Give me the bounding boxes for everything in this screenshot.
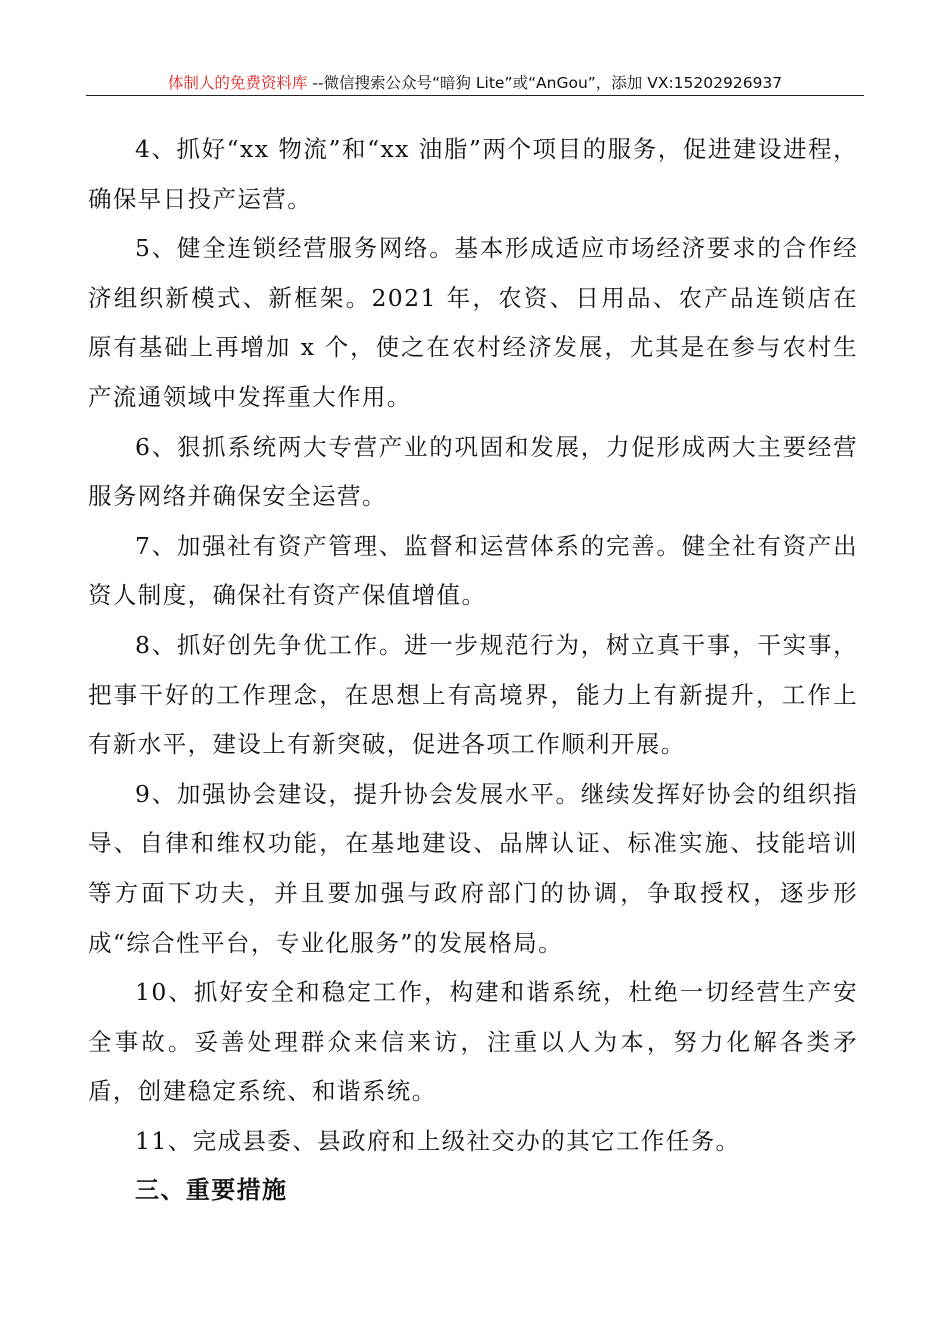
paragraph-item-10: 10、抓好安全和稳定工作，构建和谐系统，杜绝一切经营生产安全事故。妥善处理群众来信来访，注重以人为本，努力化解各类矛盾，创建稳定系统、和谐系统。 bbox=[88, 978, 858, 1106]
header-divider bbox=[86, 95, 864, 96]
header-site-name: 体制人的免费资料库 bbox=[167, 74, 308, 92]
paragraph-item-8: 8、抓好创先争优工作。进一步规范行为，树立真干事，干实事，把事干好的工作理念，在思想上有高境界，能力上有新提升，工作上有新水平，建设上有新突破，促进各项工作顺利开展。 bbox=[88, 630, 858, 759]
paragraph-item-9: 9、加强协会建设，提升协会发展水平。继续发挥好协会的组织指导、自律和维权功能，在基地建设、品牌认证、标准实施、技能培训等方面下功夫，并且要加强与政府部门的协调，争取授权，逐步形成“综合性平台，专业化服务”的发展格局。 bbox=[88, 779, 858, 957]
paragraph-item-5: 5、健全连锁经营服务网络。基本形成适应市场经济要求的合作经济组织新模式、新框架。2021 年，农资、日用品、农产品连锁店在原有基础上再增加 x 个，使之在农村经济发展，尤其是在参与农村生产流通领域中发挥重大作用。 bbox=[88, 234, 858, 411]
paragraph-item-6: 6、狠抓系统两大专营产业的巩固和发展，力促形成两大主要经营服务网络并确保安全运营。 bbox=[88, 432, 858, 511]
document-body bbox=[88, 125, 858, 1216]
page-header bbox=[86, 70, 864, 96]
header-promo-text: --微信搜索公众号“暗狗 Lite”或“AnGou”，添加 VX:15202926937 bbox=[307, 74, 783, 92]
paragraph-item-7: 7、加强社有资产管理、监督和运营体系的完善。健全社有资产出资人制度，确保社有资产保值增值。 bbox=[88, 531, 858, 610]
paragraph-item-11: 11、完成县委、县政府和上级社交办的其它工作任务。 bbox=[135, 1126, 741, 1155]
paragraph-item-4: 4、抓好“xx 物流”和“xx 油脂”两个项目的服务，促进建设进程，确保早日投产运营。 bbox=[88, 135, 858, 213]
section-heading: 三、重要措施 bbox=[135, 1176, 288, 1205]
